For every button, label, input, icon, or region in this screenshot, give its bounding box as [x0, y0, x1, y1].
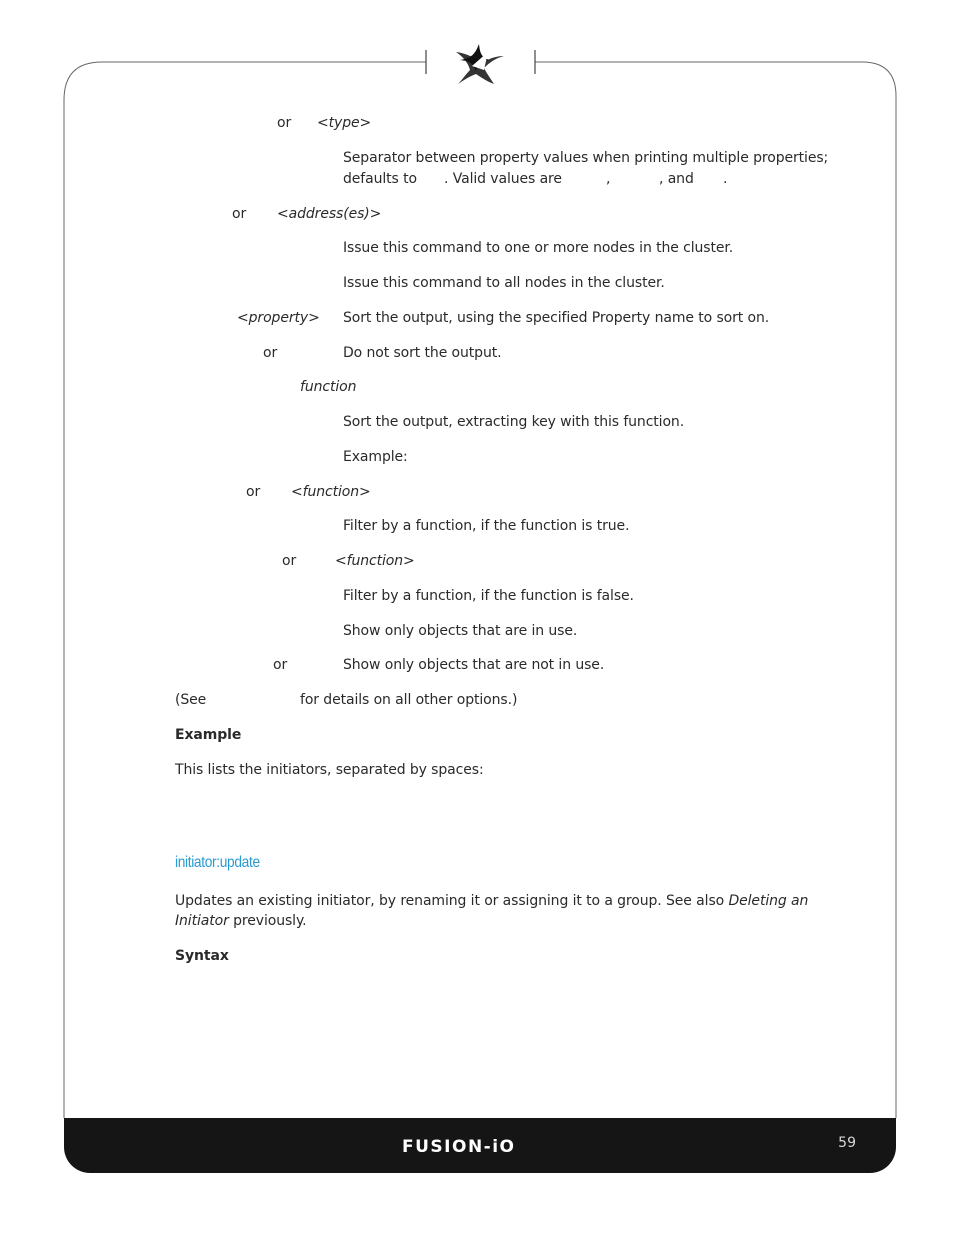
page-footer — [64, 1118, 896, 1173]
example-text: This lists the initiators, separated by spaces: — [175, 762, 484, 778]
filter-or: or — [246, 484, 261, 500]
fusion-io-logo — [402, 1136, 554, 1156]
see-note-b: for details on all other options.) — [300, 692, 518, 708]
deleting-initiator-link-cont[interactable]: Initiator — [175, 913, 229, 929]
filterneg-desc: Filter by a function, if the function is false. — [343, 588, 634, 604]
inuse-desc: Show only objects that are in use. — [343, 623, 578, 639]
fusion-io-star-icon — [448, 40, 510, 88]
sortkey-example: Example: — [343, 449, 408, 465]
filter-desc: Filter by a function, if the function is true. — [343, 518, 630, 534]
example-heading: Example — [175, 727, 242, 743]
sep-desc-2a: defaults to — [343, 171, 417, 187]
section-title: initiator:update — [175, 854, 260, 871]
sortkey-desc: Sort the output, extracting key with this function. — [343, 414, 685, 430]
sep-or: or — [277, 115, 292, 131]
sep-arg: <type> — [317, 115, 372, 131]
section-para-line1 — [175, 891, 808, 911]
notinuse-desc: Show only objects that are not in use. — [343, 657, 605, 673]
sort-desc: Sort the output, using the specified Property name to sort on. — [343, 310, 770, 326]
see-note-a: (See — [175, 692, 207, 708]
section-para-text: Updates an existing initiator, by renaming it or assigning it to a group. See also — [175, 893, 729, 909]
section-para-line2 — [175, 911, 307, 931]
filter-arg: <function> — [291, 484, 371, 500]
sep-desc-2e: . — [723, 171, 728, 187]
node-or: or — [232, 206, 247, 222]
deleting-initiator-link[interactable]: Deleting an — [728, 893, 809, 909]
sort-arg: <property> — [237, 310, 320, 326]
filterneg-arg: <function> — [335, 553, 415, 569]
sep-desc-line1: Separator between property values when printing multiple properties; — [343, 150, 829, 166]
section-para-end: previously. — [228, 913, 307, 929]
sortkey-arg: function — [300, 379, 357, 395]
sep-desc-2c: , — [606, 171, 611, 187]
node-arg: <address(es)> — [277, 206, 382, 222]
all-desc: Issue this command to all nodes in the cluster. — [343, 275, 665, 291]
sep-desc-2b: . Valid values are — [444, 171, 562, 187]
footer-brand: FUSION-iO — [402, 1137, 516, 1156]
nosort-desc: Do not sort the output. — [343, 345, 502, 361]
page-number: 59 — [838, 1135, 856, 1151]
sep-desc-2d: , and — [659, 171, 694, 187]
nosort-or: or — [263, 345, 278, 361]
filterneg-or: or — [282, 553, 297, 569]
syntax-heading: Syntax — [175, 948, 229, 964]
node-desc: Issue this command to one or more nodes in the cluster. — [343, 240, 734, 256]
notinuse-or: or — [273, 657, 288, 673]
